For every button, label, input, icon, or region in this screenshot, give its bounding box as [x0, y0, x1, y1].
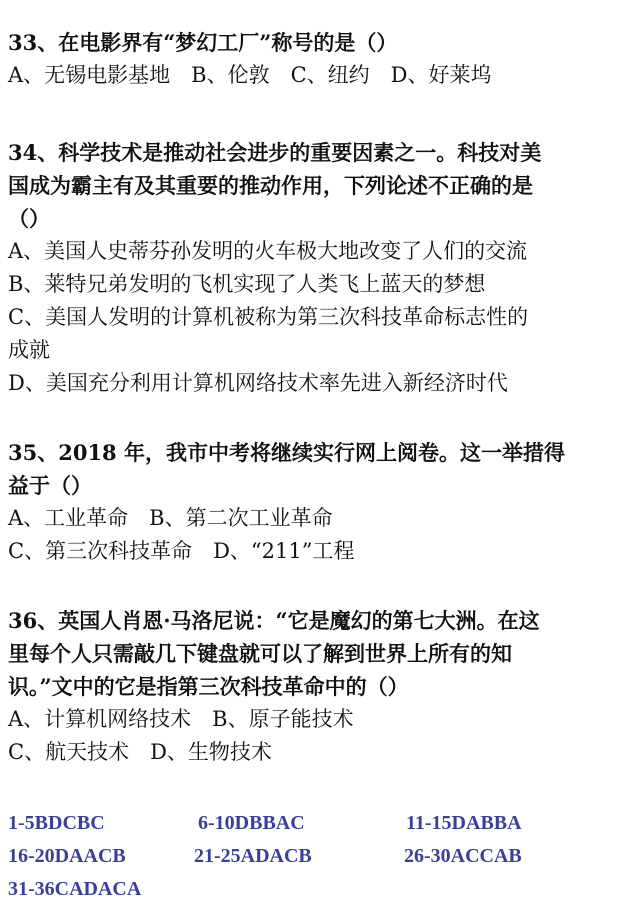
- answer-row: [8, 873, 628, 906]
- question-stem-line: 识。”文中的它是指第三次科技革命中的（）: [8, 674, 409, 699]
- option-line: D、美国充分利用计算机网络技术率先进入新经济时代: [8, 371, 508, 395]
- option-line: A、计算机网络技术 B、原子能技术: [8, 707, 354, 731]
- option-line: A、工业革命 B、第二次工业革命: [8, 506, 333, 530]
- question-33: [8, 26, 634, 92]
- question-stem-line: 国成为霸主有及其重要的推动作用，下列论述不正确的是: [8, 173, 533, 198]
- answer-row: [8, 840, 628, 873]
- option-line: B、莱特兄弟发明的飞机实现了人类飞上蓝天的梦想: [8, 272, 486, 296]
- question-stem-line: 36、英国人肖恩·马洛尼说：“它是魔幻的第七大洲。在这: [8, 608, 540, 633]
- answer-group: 16-20DAACB: [8, 845, 126, 867]
- question-stem-line: （）: [8, 206, 50, 231]
- question-35: [8, 436, 634, 568]
- answer-key: [8, 807, 628, 906]
- question-stem-line: 33、在电影界有“梦幻工厂”称号的是（）: [8, 30, 398, 55]
- question-stem-line: 益于（）: [8, 473, 92, 498]
- option-line: A、美国人史蒂芬孙发明的火车极大地改变了人们的交流: [8, 239, 528, 263]
- answer-group: 26-30ACCAB: [404, 845, 522, 867]
- question-34: [8, 136, 634, 400]
- question-36: [8, 604, 634, 769]
- question-stem-line: 34、科学技术是推动社会进步的重要因素之一。科技对美: [8, 140, 542, 165]
- answer-row: [8, 807, 628, 840]
- answer-group: 11-15DABBA: [406, 812, 522, 834]
- answer-group: 6-10DBBAC: [198, 812, 305, 834]
- option-line: A、无锡电影基地 B、伦敦 C、纽约 D、好莱坞: [8, 63, 492, 87]
- question-stem-line: 里每个人只需敲几下键盘就可以了解到世界上所有的知: [8, 641, 512, 666]
- question-stem-line: 35、2018 年，我市中考将继续实行网上阅卷。这一举措得: [8, 440, 565, 465]
- option-line: C、航天技术 D、生物技术: [8, 740, 272, 764]
- option-line: C、第三次科技革命 D、“211”工程: [8, 539, 355, 563]
- answer-group: 31-36CADACA: [8, 878, 142, 900]
- option-line: 成就: [8, 338, 50, 362]
- option-line: C、美国人发明的计算机被称为第三次科技革命标志性的: [8, 305, 529, 329]
- answer-group: 1-5BDCBC: [8, 812, 105, 834]
- answer-group: 21-25ADACB: [194, 845, 312, 867]
